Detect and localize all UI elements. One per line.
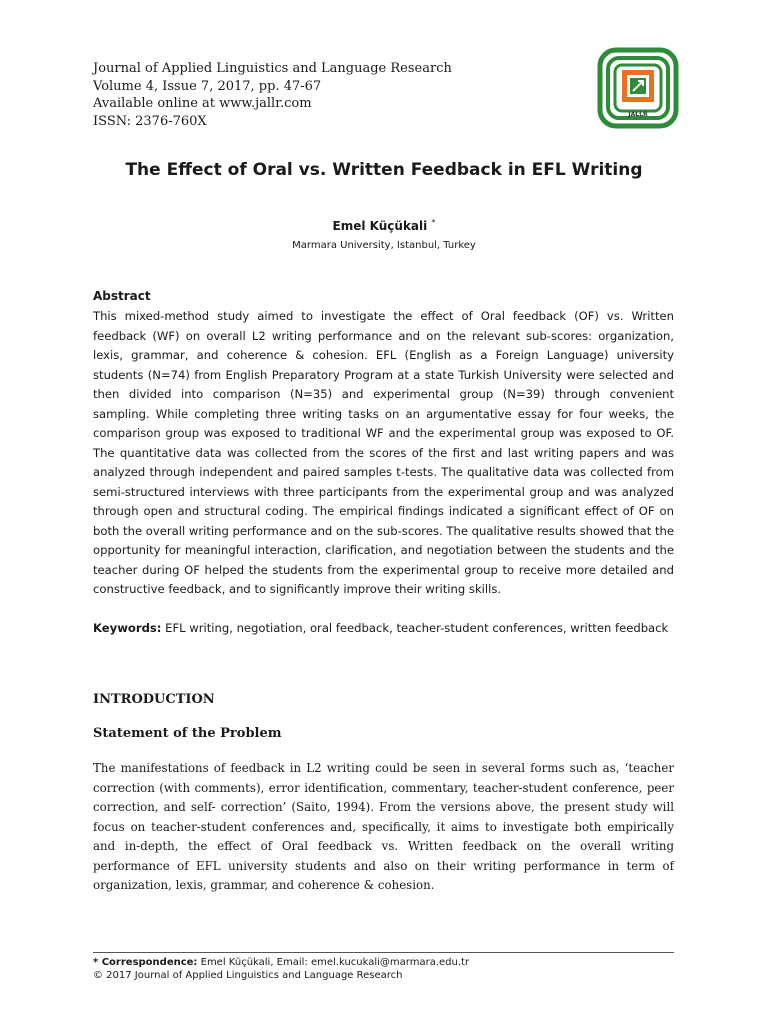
keywords-label: Keywords: bbox=[93, 621, 162, 635]
author-affiliation: Marmara University, Istanbul, Turkey bbox=[292, 240, 476, 251]
keywords-list: EFL writing, negotiation, oral feedback, teacher-student conferences, written feedback bbox=[165, 621, 669, 635]
abstract-text: This mixed-method study aimed to investigate the effect of Oral feedback (OF) vs. Written feedback (WF) on overall L2 writing performance and on the relevant sub-scores: organization, lexis, grammar, and coherence & cohesion. EFL (English as a Foreign Language) university students (N=74) from English Preparatory Program at a state Turkish University were selected and then divided into comparison (N=35) and experimental group (N=39) through convenient sampling. While completing three writing tasks on an argumentative essay for four weeks, the comparison group was exposed to traditional WF and the experimental group was exposed to OF. The quantitative data was collected from the scores of the first and last writing papers and was analyzed through independent and paired samples t-tests. The qualitative data was collected from semi-structured interviews with three participants from the experimental group and was analyzed through open and structural coding. The empirical findings indicated a significant effect of OF on both the overall writing performance and on the sub-scores. The qualitative results showed that the opportunity for meaningful interaction, clarification, and negotiation between the students and the teacher during OF helped the students from the experimental group to receive more detailed and constructive feedback, and to significantly improve their writing skills. bbox=[93, 309, 674, 596]
jallr-logo bbox=[596, 46, 680, 130]
introduction-paragraph: The manifestations of feedback in L2 writing could be seen in several forms such as, ‘teacher correction (with comments), error identification, commentary, teacher-student conference, peer correction, and self- correction’ (Saito, 1994). From the versions above, the present study will focus on teacher-student conferences and, specifically, it aims to investigate both empirically and in-depth, the effect of Oral feedback vs. Written feedback on the overall writing performance of EFL university students and also on their writing performance in term of organization, lexis, grammar, and coherence & cohesion. bbox=[93, 761, 674, 892]
correspondence-text: Emel Küçükali, Email: emel.kucukali@marmara.edu.tr bbox=[200, 957, 470, 968]
journal-website: Available online at www.jallr.com bbox=[93, 96, 312, 111]
section-heading-introduction: INTRODUCTION bbox=[93, 692, 215, 707]
footnote bbox=[93, 956, 469, 982]
logo-text: JALLR bbox=[628, 111, 648, 118]
jallr-logo-icon bbox=[596, 46, 680, 130]
journal-name: Journal of Applied Linguistics and Language Research bbox=[93, 61, 452, 76]
abstract-heading: Abstract bbox=[93, 289, 151, 303]
copyright-line: © 2017 Journal of Applied Linguistics and Language Research bbox=[93, 970, 403, 981]
author-footnote-mark: * bbox=[431, 218, 436, 227]
correspondence-label: * Correspondence: bbox=[93, 957, 198, 968]
paper-title: The Effect of Oral vs. Written Feedback in EFL Writing bbox=[125, 160, 643, 180]
journal-volume: Volume 4, Issue 7, 2017, pp. 47-67 bbox=[93, 78, 322, 94]
subsection-heading-statement: Statement of the Problem bbox=[93, 726, 282, 741]
correspondence-line bbox=[93, 956, 469, 969]
footnote-divider bbox=[93, 952, 674, 953]
author-name: Emel Küçükali bbox=[332, 219, 428, 233]
author-line bbox=[0, 218, 768, 233]
journal-header bbox=[93, 60, 452, 130]
keywords bbox=[93, 619, 674, 639]
journal-issn: ISSN: 2376-760X bbox=[93, 113, 207, 129]
